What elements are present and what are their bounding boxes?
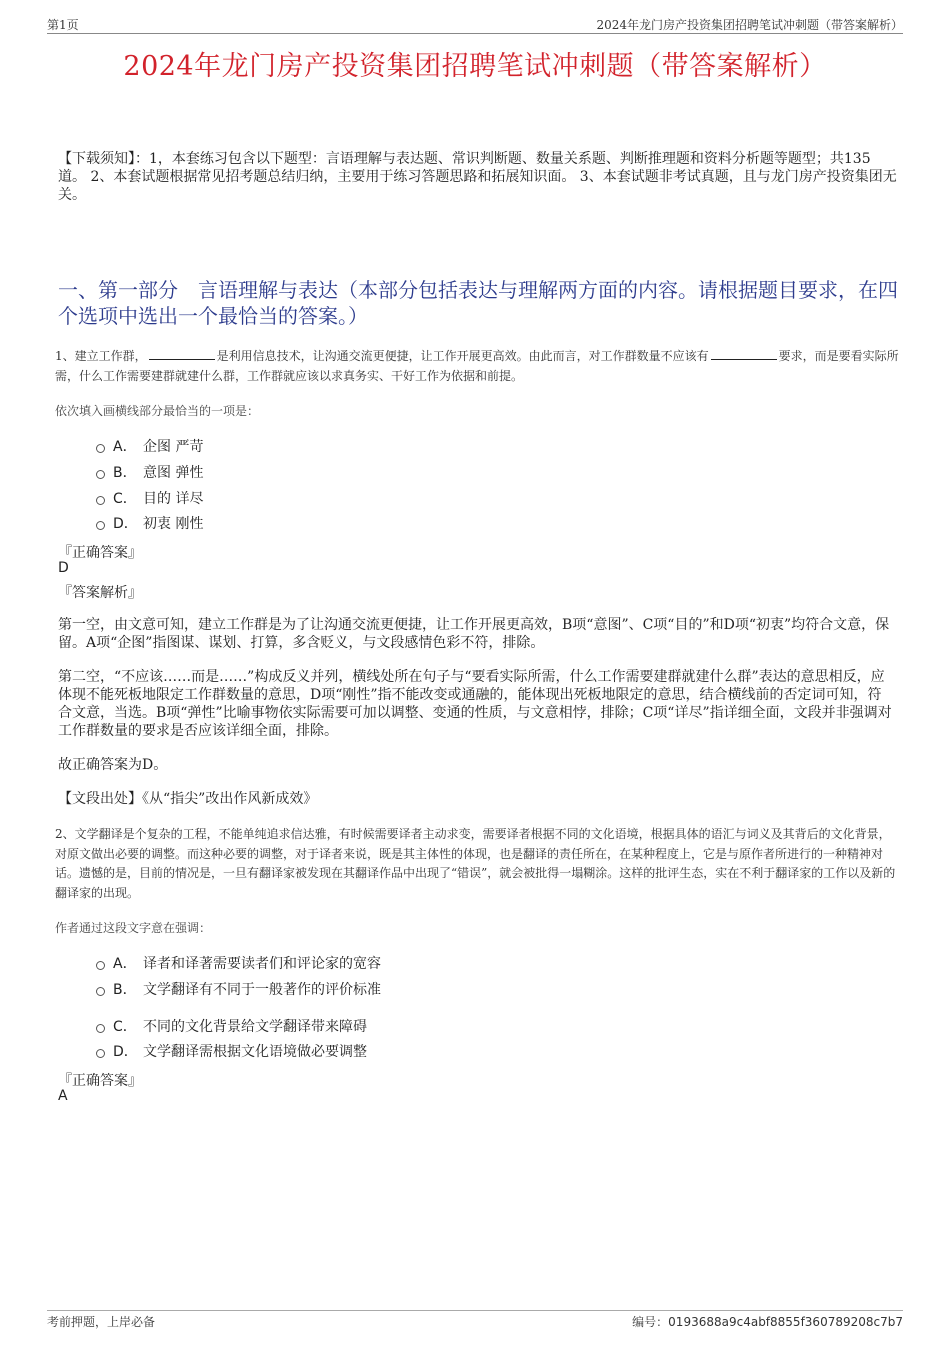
header-divider (47, 33, 903, 34)
question-1-part-a: 1、建立工作群， (55, 349, 147, 363)
radio-icon[interactable] (96, 496, 105, 505)
option-letter: B． (113, 465, 137, 481)
page-title: 2024年龙门房产投资集团招聘笔试冲刺题（带答案解析） (123, 51, 827, 82)
answer-2: A (58, 1088, 68, 1104)
header-doc-title: 2024年龙门房产投资集团招聘笔试冲刺题（带答案解析） (596, 18, 903, 32)
option-text: 文学翻译需根据文化语境做必要调整 (143, 1044, 367, 1060)
option-1b[interactable] (96, 463, 203, 481)
radio-icon[interactable] (96, 987, 105, 996)
answer-label-1: 『正确答案』 (58, 545, 142, 561)
question-1-part-c: 要求，而是要看实际所需，什么工作需要建群就建什么群，工作群就应该以求真务实、干好工作为依据和前提。 (55, 349, 899, 383)
code-label: 编号： (632, 1315, 669, 1329)
option-2c[interactable] (96, 1017, 367, 1035)
radio-icon[interactable] (96, 470, 105, 479)
option-letter: C． (113, 491, 137, 507)
code-value: 0193688a9c4abf8855f360789208c7b7 (668, 1315, 903, 1329)
analysis-paragraph-1: 第一空，由文意可知，建立工作群是为了让沟通交流更便捷，让工作开展更高效，B项“意图”、C项“目的”和D项“初衷”均符合文意，保留。A项“企图”指图谋、谋划、打算，多含贬义，与文段感情色彩不符，排除。 (58, 617, 890, 651)
answer-label-2: 『正确答案』 (58, 1073, 142, 1089)
option-letter: A． (113, 956, 137, 972)
option-letter: B． (113, 982, 137, 998)
question-2-text: 2、文学翻译是个复杂的工程，不能单纯追求信达雅，有时候需要译者主动求变，需要译者根据不同的文化语境，根据具体的语汇与词义及其背后的文化背景，对原文做出必要的调整。而这种必要的调整，对于译者来说，既是其主体性的体现，也是翻译的责任所在，在某种程度上，它是与原作者所进行的一种精神对话。遗憾的是，目前的情况是，一旦有翻译家被发现在其翻译作品中出现了“错误”，就会被批得一塌糊涂。这样的批评生态，实在不利于翻译家的工作以及新的翻译家的出现。 (55, 827, 896, 900)
document-code (632, 1313, 903, 1330)
question-1-part-b: 是利用信息技术，让沟通交流更便捷，让工作开展更高效。由此而言，对工作群数量不应该有 (216, 349, 709, 363)
option-letter: D． (113, 1044, 138, 1060)
download-notice: 【下载须知】：1，本套练习包含以下题型：言语理解与表达题、常识判断题、数量关系题、判断推理题和资料分析题等题型；共135道。 2、本套试题根据常见招考题总结归纳，主要用于练习答题思路和拓展知识面。 3、本套试题非考试真题，且与龙门房产投资集团无关。 (58, 151, 897, 203)
option-letter: C． (113, 1019, 137, 1035)
option-text: 企图 严苛 (143, 439, 204, 455)
analysis-conclusion: 故正确答案为D。 (58, 757, 168, 773)
question-2-prompt: 作者通过这段文字意在强调： (55, 921, 212, 935)
analysis-label-1: 『答案解析』 (58, 585, 142, 601)
answer-1: D (58, 560, 69, 576)
option-letter: A． (113, 439, 137, 455)
option-text: 初衷 刚性 (143, 516, 204, 532)
question-1-text (55, 347, 900, 386)
radio-icon[interactable] (96, 1049, 105, 1058)
radio-icon[interactable] (96, 1024, 105, 1033)
radio-icon[interactable] (96, 521, 105, 530)
option-text: 文学翻译有不同于一般著作的评价标准 (143, 982, 381, 998)
footer-divider (47, 1310, 903, 1311)
option-1a[interactable] (96, 437, 203, 455)
radio-icon[interactable] (96, 961, 105, 970)
section-title: 一、第一部分 言语理解与表达（本部分包括表达与理解两方面的内容。请根据题目要求，在四个选项中选出一个最恰当的答案。） (58, 278, 898, 328)
question-1-prompt: 依次填入画横线部分最恰当的一项是： (55, 404, 260, 418)
analysis-paragraph-2: 第二空，“不应该……而是……”构成反义并列，横线处所在句子与“要看实际所需，什么工作需要建群就建什么群”表达的意思相反，应体现不能死板地限定工作群数量的意思，D项“刚性”指不能改变或通融的，能体现出死板地限定的意思，结合横线前的否定词可知，符合文意，当选。B项“弹性”比喻事物依实际需要可加以调整、变通的性质，与文意相悖，排除；C项“详尽”指详细全面，文段并非强调对工作群数量的要求是否应该详细全面，排除。 (58, 669, 892, 739)
option-text: 译者和译著需要读者们和评论家的宽容 (143, 956, 381, 972)
option-2a[interactable] (96, 954, 381, 972)
option-1c[interactable] (96, 489, 203, 507)
option-text: 不同的文化背景给文学翻译带来障碍 (143, 1019, 367, 1035)
option-2b[interactable] (96, 980, 381, 998)
footer-slogan: 考前押题，上岸必备 (47, 1315, 156, 1329)
option-letter: D． (113, 516, 138, 532)
blank-line (149, 347, 215, 360)
option-text: 目的 详尽 (143, 491, 204, 507)
option-text: 意图 弹性 (143, 465, 204, 481)
blank-line (711, 347, 777, 360)
option-1d[interactable] (96, 514, 203, 532)
source-citation: 【文段出处】《从“指尖”改出作风新成效》 (58, 791, 318, 807)
option-2d[interactable] (96, 1042, 367, 1060)
radio-icon[interactable] (96, 444, 105, 453)
page-number: 第1页 (47, 18, 79, 32)
